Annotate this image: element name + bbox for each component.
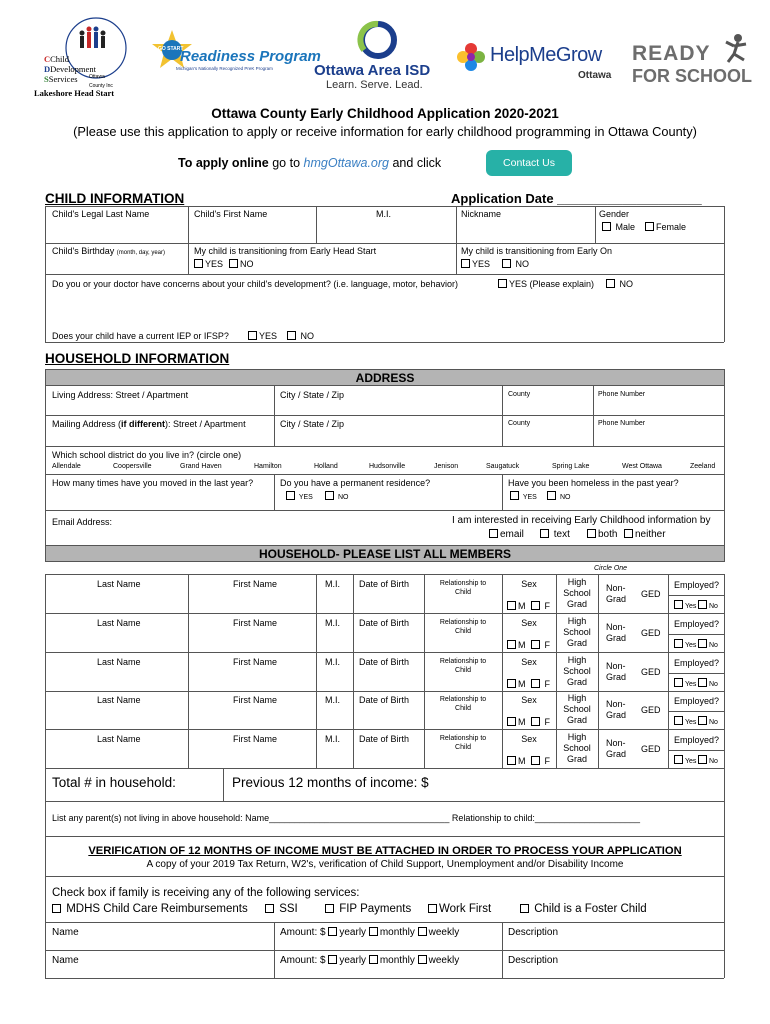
ehs-yes-checkbox[interactable]: YES — [194, 259, 223, 270]
district-option[interactable]: Saugatuck — [486, 463, 520, 470]
child-info-heading: CHILD INFORMATION — [45, 191, 185, 206]
gender-label: Gender — [599, 209, 630, 219]
help-me-grow-logo: HelpMeGrow Ottawa — [456, 38, 626, 82]
member-hs-grad-option[interactable]: High School Grad — [563, 577, 591, 609]
member-dob-field[interactable]: Date of Birth — [359, 695, 410, 705]
pref-email-checkbox[interactable]: email — [489, 529, 524, 541]
member-sex-m-checkbox[interactable]: M — [507, 717, 526, 728]
member-first-name-field[interactable]: First Name — [233, 579, 278, 589]
member-ged-option[interactable]: GED — [641, 705, 661, 715]
member-mi-field[interactable]: M.I. — [325, 618, 340, 628]
service-amount-field[interactable]: Amount: $ yearly monthly weekly — [280, 927, 460, 938]
member-dob-field[interactable]: Date of Birth — [359, 734, 410, 744]
verification-notice: VERIFICATION OF 12 MONTHS OF INCOME MUST BE ATTACHED IN ORDER TO PROCESS YOUR APPLICATION — [88, 845, 682, 857]
service-foster-checkbox[interactable]: Child is a Foster Child — [520, 903, 647, 915]
member-relationship-field[interactable]: Relationship to Child — [439, 735, 487, 751]
circle-one-note: Circle One — [594, 565, 628, 572]
concerns-yes-checkbox[interactable]: YES (Please explain) — [498, 279, 594, 290]
head-start-label: Lakeshore Head Start — [34, 88, 115, 98]
member-employed-label: Employed? — [674, 658, 720, 668]
address-bar: ADDRESS — [45, 369, 725, 386]
member-non-grad-option[interactable]: Non- Grad — [606, 661, 627, 682]
isd-swirl-icon — [348, 20, 408, 64]
member-sex-label: Sex — [521, 734, 537, 744]
email-address-field[interactable]: Email Address: — [52, 517, 113, 527]
member-sex-m-checkbox[interactable]: M — [507, 601, 526, 612]
child-last-name-field[interactable]: Child's Legal Last Name — [52, 209, 150, 219]
ehs-no-checkbox[interactable]: NO — [229, 259, 254, 270]
member-sex-f-checkbox[interactable]: F — [531, 640, 550, 651]
district-option[interactable]: West Ottawa — [622, 463, 662, 470]
member-employed-yes-checkbox[interactable]: Yes — [674, 639, 696, 650]
contact-us-button[interactable]: Contact Us — [486, 150, 572, 176]
child-nickname-field[interactable]: Nickname — [461, 209, 502, 219]
member-hs-grad-option[interactable]: High School Grad — [563, 616, 591, 648]
service-description-field[interactable]: Description — [508, 927, 559, 938]
member-employed-no-checkbox[interactable]: No — [698, 600, 718, 611]
member-employed-no-checkbox[interactable]: No — [698, 716, 718, 727]
contact-preference-question: I am interested in receiving Early Childhood information by — [452, 515, 711, 526]
member-sex-f-checkbox[interactable]: F — [531, 717, 550, 728]
member-employed-label: Employed? — [674, 580, 720, 590]
verification-docs: A copy of your 2019 Tax Return, W2's, verification of Child Support, Unemployment and/or Disability Income — [146, 859, 624, 870]
member-employed-label: Employed? — [674, 619, 720, 629]
member-non-grad-option[interactable]: Non- Grad — [606, 738, 627, 759]
child-first-name-field[interactable]: Child's First Name — [194, 209, 268, 219]
service-amount-field[interactable]: Amount: $ yearly monthly weekly — [280, 955, 460, 966]
iep-yes-checkbox[interactable]: YES — [248, 331, 277, 342]
member-non-grad-option[interactable]: Non- Grad — [606, 699, 627, 720]
district-option[interactable]: Holland — [314, 463, 338, 470]
pref-both-checkbox[interactable]: both — [587, 529, 617, 541]
eo-yes-checkbox[interactable]: YES — [461, 259, 490, 270]
member-employed-yes-checkbox[interactable]: Yes — [674, 678, 696, 689]
member-first-name-field[interactable]: First Name — [233, 618, 278, 628]
gender-female-checkbox[interactable]: Female — [645, 222, 686, 233]
district-option[interactable]: Grand Haven — [180, 463, 222, 470]
services-question: Check box if family is receiving any of the following services: — [52, 887, 360, 899]
member-sex-f-checkbox[interactable]: F — [531, 756, 550, 767]
member-non-grad-option[interactable]: Non- Grad — [606, 622, 627, 643]
perm-yes-checkbox[interactable]: YES — [286, 491, 313, 502]
living-address-field[interactable]: Living Address: Street / Apartment — [52, 390, 189, 400]
mailing-phone-field[interactable]: Phone Number — [598, 420, 646, 427]
other-parents-field[interactable]: List any parent(s) not living in above household: Name____________________________________ Relationship to child:_____________________ — [52, 813, 640, 823]
hmg-link[interactable]: hmgOttawa.org — [303, 156, 389, 170]
page-title: Ottawa County Early Childhood Application 2020-2021 — [211, 106, 559, 121]
member-last-name-field[interactable]: Last Name — [97, 618, 141, 628]
member-employed-no-checkbox[interactable]: No — [698, 678, 718, 689]
service-description-field[interactable]: Description — [508, 955, 559, 966]
member-non-grad-option[interactable]: Non- Grad — [606, 583, 627, 604]
development-concerns-question: Do you or your doctor have concerns about your child's development? (i.e. language, motor, behavior) — [52, 279, 458, 289]
member-first-name-field[interactable]: First Name — [233, 734, 278, 744]
member-dob-field[interactable]: Date of Birth — [359, 579, 410, 589]
member-first-name-field[interactable]: First Name — [233, 695, 278, 705]
homeless-yes-checkbox[interactable]: YES — [510, 491, 537, 502]
application-date-field[interactable]: Application Date ____________________ — [451, 191, 702, 206]
member-last-name-field[interactable]: Last Name — [97, 734, 141, 744]
iep-question: Does your child have a current IEP or IFSP? — [52, 331, 229, 341]
eo-no-checkbox[interactable]: NO — [502, 259, 529, 270]
member-employed-no-checkbox[interactable]: No — [698, 755, 718, 766]
member-dob-field[interactable]: Date of Birth — [359, 618, 410, 628]
mailing-county-field[interactable]: County — [508, 420, 531, 427]
cds-head-start-logo: CChild DDevelopment SServices Ottawa County Inc Lakeshore Head Start — [34, 8, 142, 100]
living-city-field[interactable]: City / State / Zip — [280, 390, 345, 400]
pref-text-checkbox[interactable]: text — [540, 529, 570, 541]
member-relationship-field[interactable]: Relationship to Child — [439, 696, 487, 712]
member-hs-grad-option[interactable]: High School Grad — [563, 732, 591, 764]
member-ged-option[interactable]: GED — [641, 667, 661, 677]
homeless-no-checkbox[interactable]: NO — [547, 491, 570, 502]
member-ged-option[interactable]: GED — [641, 589, 661, 599]
member-sex-label: Sex — [521, 579, 537, 589]
member-employed-yes-checkbox[interactable]: Yes — [674, 755, 696, 766]
service-mdhs-checkbox[interactable]: MDHS Child Care Reimbursements — [52, 903, 248, 915]
perm-no-checkbox[interactable]: NO — [325, 491, 348, 502]
member-hs-grad-option[interactable]: High School Grad — [563, 655, 591, 687]
member-ged-option[interactable]: GED — [641, 628, 661, 638]
concerns-no-checkbox[interactable]: NO — [606, 279, 633, 290]
member-last-name-field[interactable]: Last Name — [97, 579, 141, 589]
member-ged-option[interactable]: GED — [641, 744, 661, 754]
flower-icon — [456, 42, 486, 72]
member-sex-f-checkbox[interactable]: F — [531, 601, 550, 612]
service-name-field[interactable]: Name — [52, 927, 79, 938]
service-name-field[interactable]: Name — [52, 955, 79, 966]
member-sex-label: Sex — [521, 618, 537, 628]
iep-no-checkbox[interactable]: NO — [287, 331, 314, 342]
pref-neither-checkbox[interactable]: neither — [624, 529, 666, 541]
member-mi-field[interactable]: M.I. — [325, 657, 340, 667]
member-relationship-field[interactable]: Relationship to Child — [439, 580, 487, 596]
living-phone-field[interactable]: Phone Number — [598, 391, 646, 398]
member-employed-yes-checkbox[interactable]: Yes — [674, 716, 696, 727]
member-sex-label: Sex — [521, 657, 537, 667]
member-dob-field[interactable]: Date of Birth — [359, 657, 410, 667]
district-option[interactable]: Jenison — [434, 463, 459, 470]
member-mi-field[interactable]: M.I. — [325, 695, 340, 705]
household-members-bar: HOUSEHOLD- PLEASE LIST ALL MEMBERS — [45, 545, 725, 562]
member-sex-m-checkbox[interactable]: M — [507, 756, 526, 767]
mailing-city-field[interactable]: City / State / Zip — [280, 419, 345, 429]
member-mi-field[interactable]: M.I. — [325, 579, 340, 589]
member-last-name-field[interactable]: Last Name — [97, 695, 141, 705]
member-sex-f-checkbox[interactable]: F — [531, 679, 550, 690]
district-option[interactable]: Spring Lake — [552, 463, 590, 470]
household-info-heading: HOUSEHOLD INFORMATION — [45, 351, 230, 366]
living-county-field[interactable]: County — [508, 391, 531, 398]
moves-question[interactable]: How many times have you moved in the last year? — [52, 478, 254, 488]
member-first-name-field[interactable]: First Name — [233, 657, 278, 667]
member-sex-m-checkbox[interactable]: M — [507, 679, 526, 690]
member-last-name-field[interactable]: Last Name — [97, 657, 141, 667]
income-field[interactable]: Previous 12 months of income: $ — [232, 775, 429, 790]
member-employed-label: Employed? — [674, 696, 720, 706]
early-on-question: My child is transitioning from Early On — [461, 246, 613, 256]
member-mi-field[interactable]: M.I. — [325, 734, 340, 744]
service-fip-checkbox[interactable]: FIP Payments — [325, 903, 411, 915]
member-sex-m-checkbox[interactable]: M — [507, 640, 526, 651]
page-subtitle: (Please use this application to apply or receive information for early childhood programming in Ottawa County) — [73, 124, 697, 139]
readiness-title: Readiness Program — [180, 48, 321, 65]
total-household-field[interactable]: Total # in household: — [52, 775, 176, 790]
district-option[interactable]: Hudsonville — [369, 463, 406, 470]
jumping-child-icon — [704, 32, 754, 66]
homeless-question: Have you been homeless in the past year? — [508, 478, 679, 488]
district-option[interactable]: Zeeland — [690, 463, 716, 470]
child-mi-field[interactable]: M.I. — [376, 209, 391, 219]
district-option[interactable]: Coopersville — [113, 463, 152, 470]
member-relationship-field[interactable]: Relationship to Child — [439, 619, 487, 635]
district-option[interactable]: Allendale — [52, 463, 81, 470]
permanent-residence-question: Do you have a permanent residence? — [280, 478, 431, 488]
apply-online-line: To apply online go to hmgOttawa.org and click — [178, 156, 442, 170]
gender-male-checkbox[interactable]: Male — [602, 222, 635, 233]
mailing-address-field[interactable]: Mailing Address (if different): Street / Apartment — [52, 419, 246, 429]
member-sex-label: Sex — [521, 695, 537, 705]
member-relationship-field[interactable]: Relationship to Child — [439, 658, 487, 674]
member-hs-grad-option[interactable]: High School Grad — [563, 693, 591, 725]
district-option[interactable]: Hamilton — [254, 463, 282, 470]
school-district-question: Which school district do you live in? (circle one) — [52, 450, 242, 460]
child-birthday-field[interactable]: Child's Birthday (month, day, year) — [52, 246, 166, 256]
ready-for-school-logo: READY FOR SCHOOL — [632, 32, 756, 88]
service-ssi-checkbox[interactable]: SSI — [265, 903, 298, 915]
member-employed-label: Employed? — [674, 735, 720, 745]
member-employed-yes-checkbox[interactable]: Yes — [674, 600, 696, 611]
service-workfirst-checkbox[interactable]: Work First — [428, 903, 491, 915]
readiness-program-logo: GO START Readiness Program Michigan's Nationally Recognized PreK Program — [150, 28, 295, 84]
early-head-start-question: My child is transitioning from Early Head Start — [194, 246, 377, 256]
ottawa-isd-logo: Ottawa Area ISD Learn. Serve. Lead. — [312, 20, 442, 92]
member-employed-no-checkbox[interactable]: No — [698, 639, 718, 650]
